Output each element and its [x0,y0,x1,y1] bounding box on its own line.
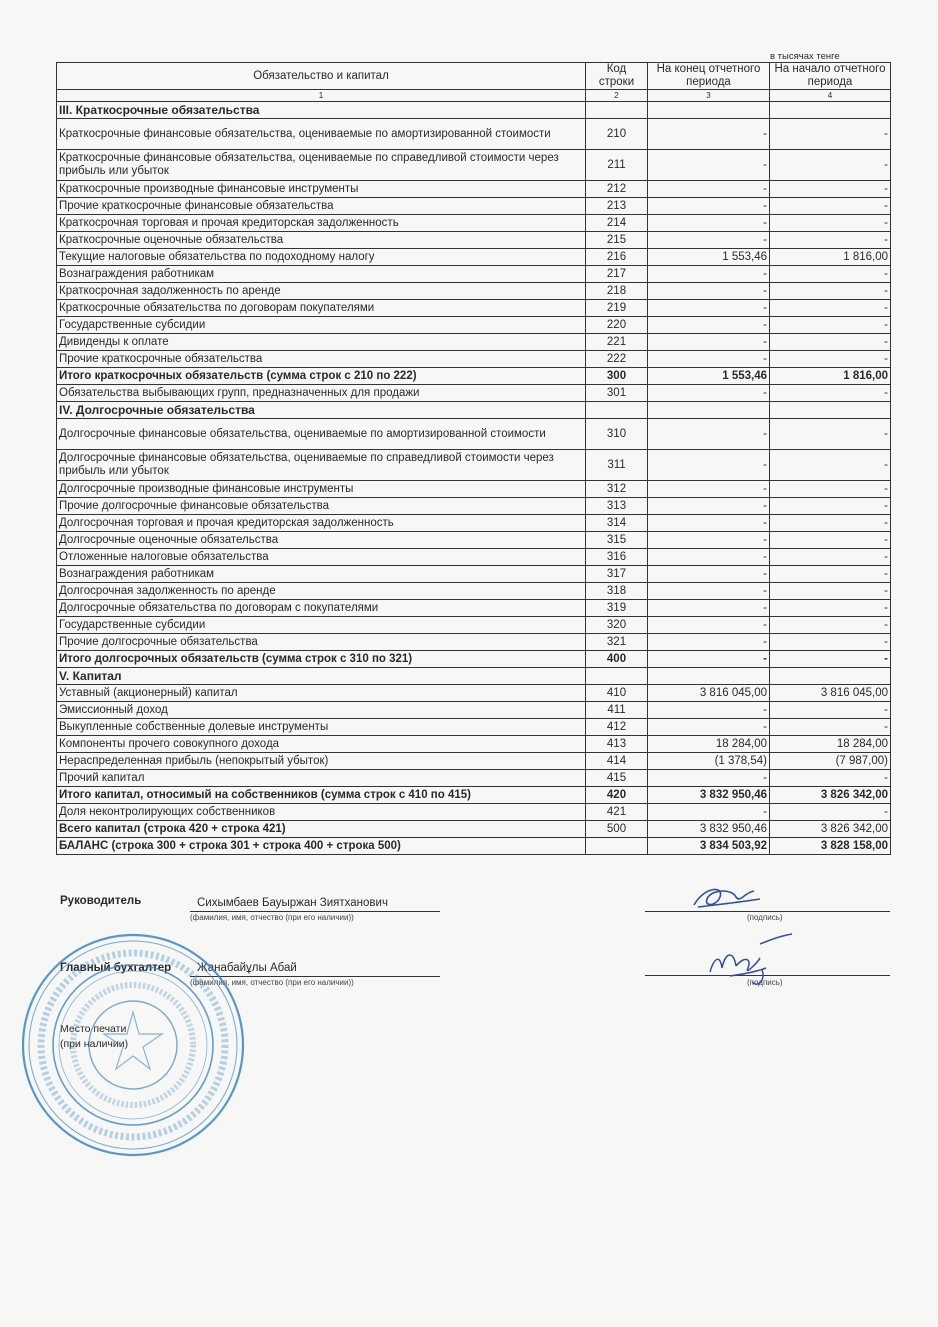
value-period-start: 3 826 342,00 [770,821,891,838]
table-row [57,266,891,283]
value-period-end: 3 834 503,92 [648,838,770,855]
table-row [57,532,891,549]
value-period-start: - [770,481,891,498]
row-name: Обязательства выбывающих групп, предназначенных для продажи [57,385,586,402]
column-number: 3 [648,90,770,102]
value-period-end: - [648,385,770,402]
row-name: Текущие налоговые обязательства по подоходному налогу [57,249,586,266]
table-row [57,736,891,753]
row-name: Долгосрочные обязательства по договорам с покупателями [57,600,586,617]
row-name: Дивиденды к оплате [57,334,586,351]
table-row [57,450,891,481]
accountant-name: Жанабайұлы Абай [197,962,297,974]
value-period-start: - [770,150,891,181]
table-row [57,300,891,317]
table-row [57,215,891,232]
row-code: 410 [586,685,648,702]
row-name: Прочие долгосрочные финансовые обязательства [57,498,586,515]
head-name-caption: (фамилия, имя, отчество (при его наличии)) [190,913,354,922]
balance-table [56,62,891,855]
value-period-start: - [770,385,891,402]
table-row [57,515,891,532]
value-period-end: - [648,481,770,498]
table-row [57,119,891,150]
value-period-start [770,668,891,685]
row-code: 313 [586,498,648,515]
value-period-end: - [648,266,770,283]
value-period-start: - [770,283,891,300]
row-code: 222 [586,351,648,368]
value-period-end: - [648,600,770,617]
value-period-start: - [770,770,891,787]
value-period-start: - [770,634,891,651]
value-period-end: - [648,181,770,198]
value-period-start: - [770,617,891,634]
row-name: Государственные субсидии [57,317,586,334]
value-period-end: - [648,532,770,549]
value-period-start: - [770,498,891,515]
table-row [57,283,891,300]
table-row [57,549,891,566]
table-row [57,838,891,855]
row-name: Долгосрочная торговая и прочая кредиторская задолженность [57,515,586,532]
table-row [57,232,891,249]
row-name: Краткосрочная задолженность по аренде [57,283,586,300]
value-period-start: - [770,549,891,566]
row-code [586,838,648,855]
table-row [57,617,891,634]
value-period-end: - [648,317,770,334]
organization-seal-icon [18,930,248,1160]
value-period-start: - [770,450,891,481]
row-name: Краткосрочные производные финансовые инструменты [57,181,586,198]
row-code [586,102,648,119]
row-name: Краткосрочные оценочные обязательства [57,232,586,249]
table-row [57,150,891,181]
value-period-end: 1 553,46 [648,249,770,266]
table-row [57,634,891,651]
stamp-place-label: Место печати [60,1023,127,1035]
row-code: 400 [586,651,648,668]
value-period-start: - [770,119,891,150]
value-period-end: - [648,300,770,317]
header-row-code: Код строки [586,63,648,90]
value-period-start: - [770,351,891,368]
table-header-row [57,63,891,90]
row-name: V. Капитал [57,668,586,685]
row-name: Краткосрочные финансовые обязательства, оцениваемые по амортизированной стоимости [57,119,586,150]
row-code: 217 [586,266,648,283]
value-period-end: - [648,198,770,215]
value-period-start: - [770,181,891,198]
value-period-start: - [770,300,891,317]
row-name: Итого краткосрочных обязательств (сумма строк с 210 по 222) [57,368,586,385]
row-name: Итого капитал, относимый на собственников (сумма строк с 410 по 415) [57,787,586,804]
value-period-start: - [770,651,891,668]
row-code: 316 [586,549,648,566]
value-period-start [770,102,891,119]
row-code: 218 [586,283,648,300]
value-period-start: - [770,232,891,249]
value-period-end: 3 832 950,46 [648,821,770,838]
row-code: 421 [586,804,648,821]
value-period-end: - [648,651,770,668]
value-period-end: - [648,719,770,736]
value-period-end: - [648,804,770,821]
row-name: Эмиссионный доход [57,702,586,719]
row-code: 420 [586,787,648,804]
column-number: 1 [57,90,586,102]
section-heading-row [57,102,891,119]
row-code: 317 [586,566,648,583]
row-code: 321 [586,634,648,651]
row-code: 221 [586,334,648,351]
row-code: 318 [586,583,648,600]
value-period-start: - [770,334,891,351]
row-code: 214 [586,215,648,232]
accountant-signature-caption: (подпись) [747,978,783,987]
value-period-start [770,402,891,419]
row-code: 300 [586,368,648,385]
head-signature-line [645,911,890,912]
value-period-end: 3 816 045,00 [648,685,770,702]
value-period-start: 18 284,00 [770,736,891,753]
section-heading-row [57,668,891,685]
value-period-start: - [770,198,891,215]
value-period-end: 18 284,00 [648,736,770,753]
section-heading-row [57,402,891,419]
table-row [57,566,891,583]
row-name: Отложенные налоговые обязательства [57,549,586,566]
table-row [57,498,891,515]
row-code: 216 [586,249,648,266]
value-period-start: - [770,566,891,583]
value-period-start: - [770,804,891,821]
value-period-end: - [648,617,770,634]
value-period-end: - [648,283,770,300]
stamp-place-note: (при наличии) [60,1038,129,1050]
row-name: Прочий капитал [57,770,586,787]
row-name: Вознаграждения работникам [57,566,586,583]
table-row [57,753,891,770]
value-period-end: - [648,450,770,481]
row-code: 415 [586,770,648,787]
row-name: Долгосрочная задолженность по аренде [57,583,586,600]
row-name: Долгосрочные финансовые обязательства, оцениваемые по справедливой стоимости через прибыль или убыток [57,450,586,481]
value-period-end [648,668,770,685]
units-note: в тысячах тенге [770,51,840,62]
table-row [57,719,891,736]
value-period-start: - [770,532,891,549]
value-period-start: - [770,719,891,736]
header-period-end: На конец отчетного периода [648,63,770,90]
row-code: 411 [586,702,648,719]
header-period-start: На начало отчетного периода [770,63,891,90]
value-period-end: - [648,566,770,583]
row-name: Государственные субсидии [57,617,586,634]
table-row [57,334,891,351]
row-name: III. Краткосрочные обязательства [57,102,586,119]
value-period-end: - [648,549,770,566]
row-code: 311 [586,450,648,481]
row-code: 414 [586,753,648,770]
row-code: 211 [586,150,648,181]
row-code: 315 [586,532,648,549]
header-liabilities-capital: Обязательство и капитал [57,63,586,90]
row-name: Уставный (акционерный) капитал [57,685,586,702]
row-name: Прочие долгосрочные обязательства [57,634,586,651]
row-code: 413 [586,736,648,753]
value-period-end: 1 553,46 [648,368,770,385]
head-name-line [190,911,440,912]
row-code: 312 [586,481,648,498]
table-row [57,821,891,838]
value-period-end: (1 378,54) [648,753,770,770]
row-code: 319 [586,600,648,617]
row-name: Прочие краткосрочные финансовые обязательства [57,198,586,215]
value-period-end: - [648,634,770,651]
value-period-start: - [770,600,891,617]
value-period-end: - [648,702,770,719]
row-code: 412 [586,719,648,736]
column-number: 4 [770,90,891,102]
row-code: 310 [586,419,648,450]
value-period-start: - [770,317,891,334]
value-period-end: - [648,583,770,600]
row-code: 314 [586,515,648,532]
row-name: Нераспределенная прибыль (непокрытый убыток) [57,753,586,770]
row-name: Долгосрочные финансовые обязательства, оцениваемые по амортизированной стоимости [57,419,586,450]
value-period-start: 3 828 158,00 [770,838,891,855]
value-period-end: - [648,498,770,515]
table-row [57,481,891,498]
row-code: 220 [586,317,648,334]
accountant-label: Главный бухгалтер [60,962,172,974]
value-period-end: - [648,770,770,787]
value-period-start: - [770,515,891,532]
row-code: 213 [586,198,648,215]
table-row [57,317,891,334]
row-code: 320 [586,617,648,634]
table-row [57,198,891,215]
row-code: 215 [586,232,648,249]
row-name: Долгосрочные оценочные обязательства [57,532,586,549]
value-period-start: 3 816 045,00 [770,685,891,702]
row-name: Вознаграждения работникам [57,266,586,283]
value-period-end: - [648,334,770,351]
value-period-end: - [648,119,770,150]
row-name: Компоненты прочего совокупного дохода [57,736,586,753]
table-row [57,685,891,702]
row-name: Выкупленные собственные долевые инструменты [57,719,586,736]
table-row [57,787,891,804]
table-row [57,385,891,402]
row-code: 301 [586,385,648,402]
table-row [57,181,891,198]
value-period-start: - [770,702,891,719]
value-period-start: - [770,266,891,283]
value-period-start: (7 987,00) [770,753,891,770]
row-name: Итого долгосрочных обязательств (сумма строк с 310 по 321) [57,651,586,668]
row-name: Всего капитал (строка 420 + строка 421) [57,821,586,838]
table-row [57,770,891,787]
row-code: 219 [586,300,648,317]
value-period-end: 3 832 950,46 [648,787,770,804]
table-row [57,804,891,821]
row-name: Доля неконтролирующих собственников [57,804,586,821]
table-row [57,351,891,368]
column-number: 2 [586,90,648,102]
row-name: Краткосрочные финансовые обязательства, оцениваемые по справедливой стоимости через прибыль или убыток [57,150,586,181]
value-period-end: - [648,419,770,450]
value-period-start: 1 816,00 [770,368,891,385]
value-period-start: - [770,215,891,232]
value-period-end: - [648,351,770,368]
table-row [57,600,891,617]
row-name: Долгосрочные производные финансовые инструменты [57,481,586,498]
head-name: Сихымбаев Бауыржан Зиятханович [197,897,388,909]
row-code [586,668,648,685]
row-code: 212 [586,181,648,198]
value-period-end: - [648,150,770,181]
table-row [57,368,891,385]
value-period-end [648,102,770,119]
row-code: 500 [586,821,648,838]
value-period-start: 1 816,00 [770,249,891,266]
head-label: Руководитель [60,895,142,907]
row-code [586,402,648,419]
table-row [57,651,891,668]
head-signature-caption: (подпись) [747,913,783,922]
value-period-end: - [648,232,770,249]
row-name: Краткосрочная торговая и прочая кредиторская задолженность [57,215,586,232]
value-period-start: - [770,583,891,600]
row-name: IV. Долгосрочные обязательства [57,402,586,419]
table-row [57,249,891,266]
value-period-end: - [648,215,770,232]
accountant-signature-image [700,932,800,992]
table-row [57,419,891,450]
row-name: БАЛАНС (строка 300 + строка 301 + строка 400 + строка 500) [57,838,586,855]
row-code: 210 [586,119,648,150]
column-numbers-row [57,90,891,102]
head-signature-image [684,883,764,913]
value-period-start: - [770,419,891,450]
value-period-start: 3 826 342,00 [770,787,891,804]
value-period-end: - [648,515,770,532]
row-name: Прочие краткосрочные обязательства [57,351,586,368]
table-row [57,702,891,719]
row-name: Краткосрочные обязательства по договорам покупателями [57,300,586,317]
table-row [57,583,891,600]
value-period-end [648,402,770,419]
accountant-name-caption: (фамилия, имя, отчество (при его наличии)) [190,978,354,987]
